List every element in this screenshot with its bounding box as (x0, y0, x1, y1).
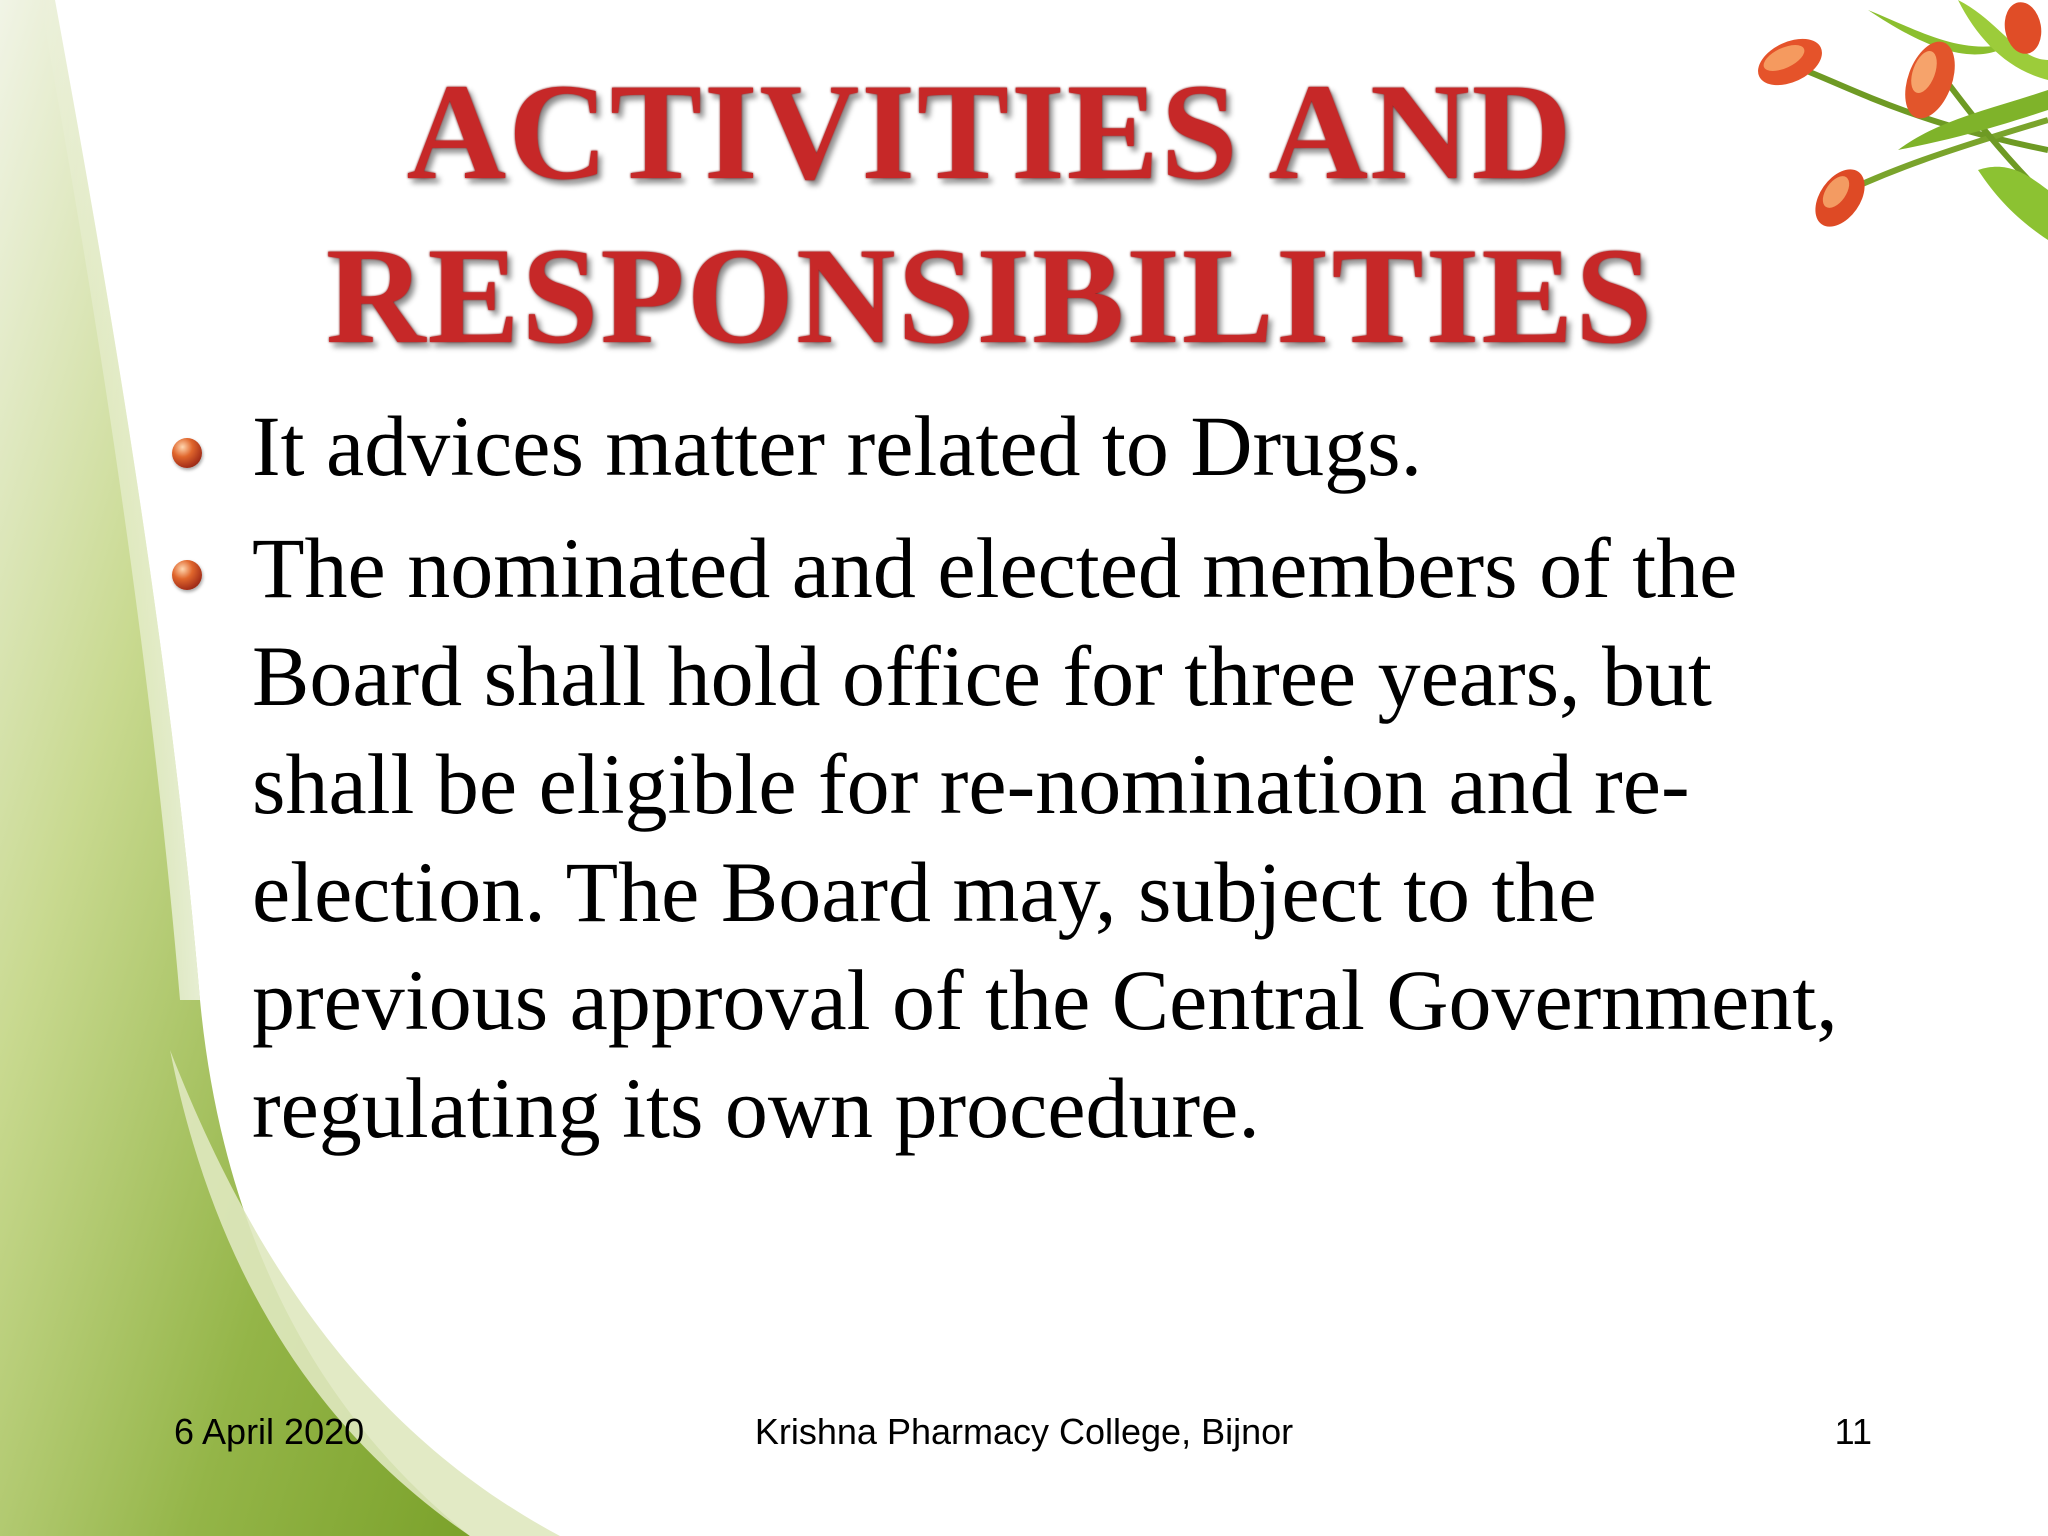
bullet-item (170, 392, 1870, 500)
bullet-list (170, 392, 1870, 1176)
slide-title (260, 50, 1720, 378)
tulip-flowers-icon (1718, 0, 2048, 250)
footer-date: 6 April 2020 (174, 1411, 365, 1452)
orange-bullet-icon (172, 438, 202, 468)
footer-organization: Krishna Pharmacy College, Bijnor (754, 1411, 1294, 1452)
slide-title-line-1: ACTIVITIES AND (406, 55, 1574, 208)
bullet-item (170, 514, 1870, 1162)
bullet-text: It advices matter related to Drugs. (252, 398, 1423, 494)
footer-page-number: 11 (1834, 1411, 1872, 1452)
slide-title-line-2: RESPONSIBILITIES (325, 219, 1655, 372)
orange-bullet-icon (172, 560, 202, 590)
bullet-text: The nominated and elected members of the Board shall hold office for three years, but shall be eligible for re-nomination and re-election. The Board may, subject to the previous approval of the Central Government, regulating its own procedure. (252, 520, 1838, 1156)
